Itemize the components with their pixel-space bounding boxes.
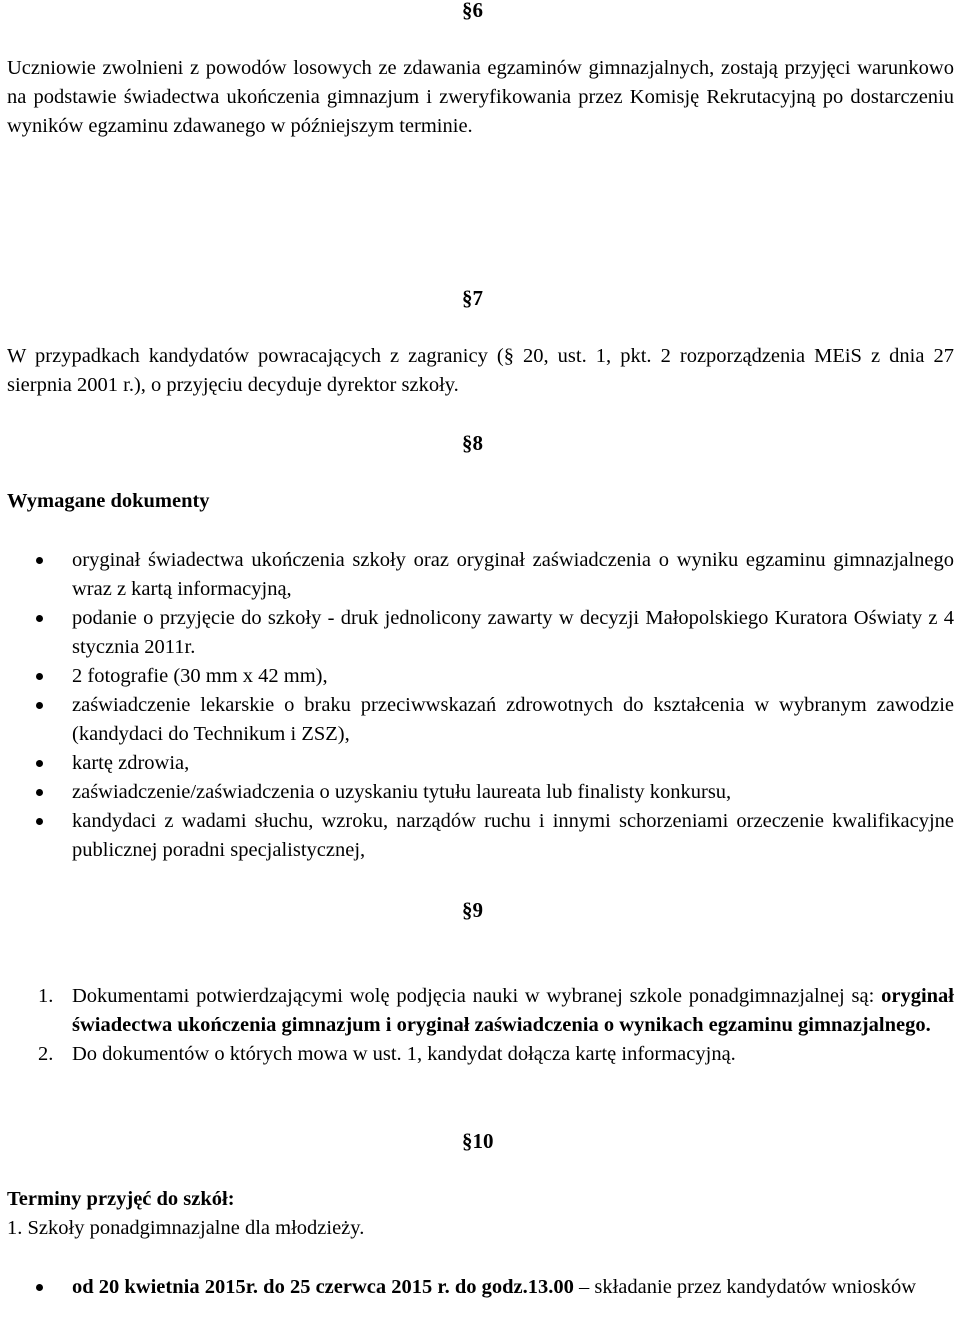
item-text: Do dokumentów o których mowa w ust. 1, kandydat dołącza kartę informacyjną. bbox=[72, 1043, 736, 1065]
item-text: Dokumentami potwierdzającymi wolę podjęcia nauki w wybranej szkole ponadgimnazjalnej są: bbox=[72, 985, 882, 1007]
list-item: podanie o przyjęcie do szkoły - druk jednolicony zawarty w decyzji Małopolskiego Kuratora Oświaty z 4 stycznia 2011r. bbox=[0, 604, 954, 662]
item-text-bold: oryginał świadectwa ukończenia gimnazjum i oryginał zaświadczenia o wynikach egzaminu gimnazjalnego. bbox=[72, 985, 954, 1036]
required-documents-heading: Wymagane dokumenty bbox=[7, 490, 210, 512]
section-7-paragraph: W przypadkach kandydatów powracających z zagranicy (§ 20, ust. 1, pkt. 2 rozporządzenia MEiS z dnia 27 sierpnia 2001 r.), o przyjęciu decyduje dyrektor szkoły. bbox=[7, 345, 954, 396]
list-item: kartę zdrowia, bbox=[0, 749, 954, 778]
list-item: 2 fotografie (30 mm x 42 mm), bbox=[0, 662, 954, 691]
list-item: kandydaci z wadami słuchu, wzroku, narządów ruchu i innymi schorzeniami orzeczenie kwalifikacyjne publicznej poradni specjalistycznej, bbox=[0, 807, 954, 865]
section-6-paragraph: Uczniowie zwolnieni z powodów losowych ze zdawania egzaminów gimnazjalnych, zostają przyjęci warunkowo na podstawie świadectwa ukończenia gimnazjum i zweryfikowania przez Komisję Rekrutacyjną po dostarczeniu wyników egzaminu zdawanego w późniejszym terminie. bbox=[7, 57, 954, 137]
section-9-title: §9 bbox=[462, 898, 483, 922]
list-item bbox=[0, 982, 954, 1040]
section-8-title: §8 bbox=[462, 431, 483, 455]
required-documents-list bbox=[0, 546, 954, 865]
list-item: oryginał świadectwa ukończenia szkoły oraz oryginał zaświadczenia o wyniku egzaminu gimnazjalnego wraz z kartą informacyjną, bbox=[0, 546, 954, 604]
list-item: zaświadczenie lekarskie o braku przeciwwskazań zdrowotnych do kształcenia w wybranym zawodzie (kandydaci do Technikum i ZSZ), bbox=[0, 691, 954, 749]
item-text: – składanie przez kandydatów wniosków bbox=[573, 1276, 917, 1298]
section-6-title: §6 bbox=[462, 0, 483, 22]
section-7-title: §7 bbox=[462, 286, 483, 310]
list-item: zaświadczenie/zaświadczenia o uzyskaniu tytułu laureata lub finalisty konkursu, bbox=[0, 778, 954, 807]
section-10-title: §10 bbox=[462, 1129, 494, 1153]
item-number: 2. bbox=[38, 1043, 54, 1065]
item-number: 1. bbox=[38, 985, 54, 1007]
list-item bbox=[0, 1040, 954, 1069]
list-item bbox=[0, 1273, 954, 1302]
section-9-list bbox=[0, 982, 954, 1069]
date-range: od 20 kwietnia 2015r. do 25 czerwca 2015 r. do godz.13.00 bbox=[72, 1276, 574, 1298]
admission-dates-heading: Terminy przyjęć do szkół: bbox=[7, 1188, 235, 1210]
admission-dates-list bbox=[0, 1273, 954, 1302]
admission-subheading: 1. Szkoły ponadgimnazjalne dla młodzieży. bbox=[7, 1217, 365, 1239]
